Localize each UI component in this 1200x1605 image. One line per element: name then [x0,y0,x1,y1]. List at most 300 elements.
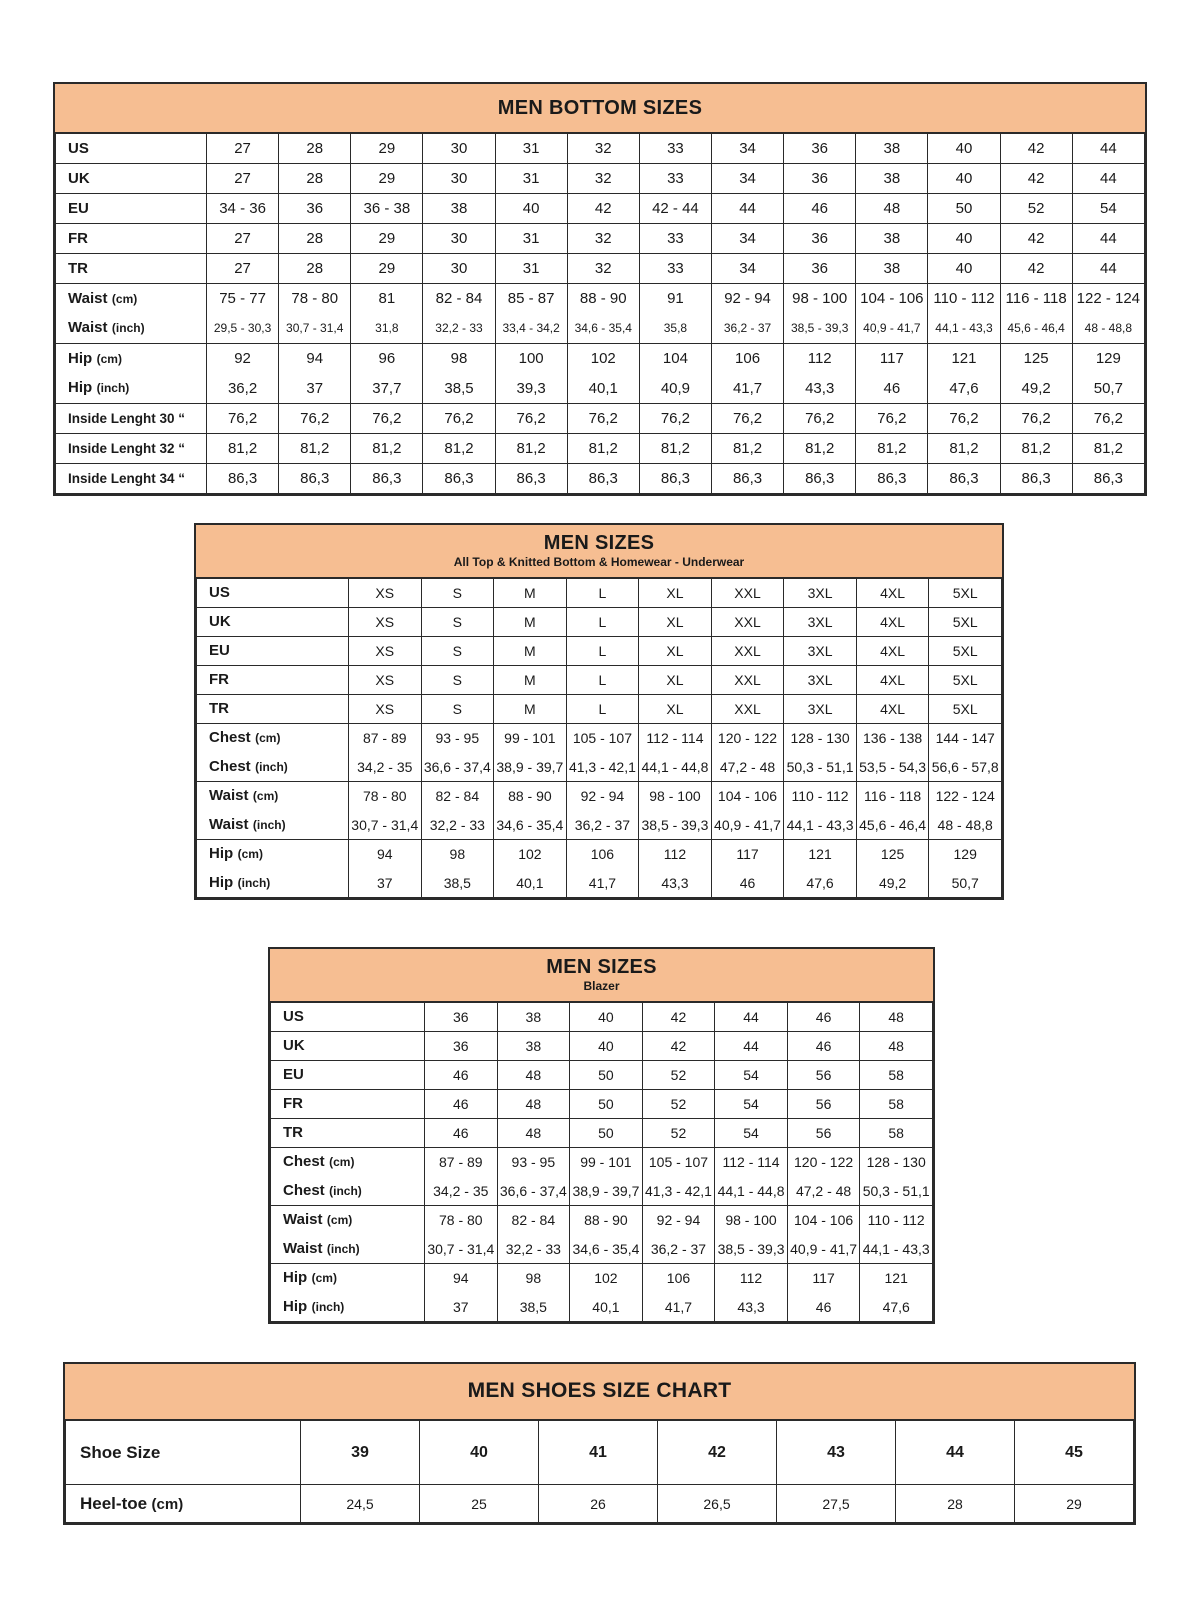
size-cell: 86,3 [784,464,856,494]
size-cell: 129 [929,840,1002,869]
size-cell: 58 [860,1119,933,1148]
size-cell: 32,2 - 33 [423,314,495,344]
table-row [271,1119,933,1148]
size-cell: 112 [639,840,712,869]
table-header [65,1364,1134,1420]
size-cell: 120 - 122 [787,1148,860,1177]
size-cell: 42 [642,1003,715,1032]
row-label [197,695,349,724]
size-cell: 44 [715,1003,788,1032]
row-label-text: UK [283,1037,305,1054]
size-cell: 116 - 118 [856,782,929,811]
table-row [271,1032,933,1061]
size-cell: 98 - 100 [715,1206,788,1235]
size-cell: 86,3 [1000,464,1072,494]
size-cell: 44 [711,194,783,224]
size-cell: 38 [856,224,928,254]
size-cell: 81,2 [711,434,783,464]
size-cell: 105 - 107 [642,1148,715,1177]
size-cell: 40,9 [639,374,711,404]
size-cell: 37 [279,374,351,404]
size-cell: 42 [1000,134,1072,164]
row-label-text: Waist [68,319,108,337]
size-cell: 4XL [856,637,929,666]
size-cell: 44,1 - 44,8 [715,1177,788,1206]
size-cell: 125 [1000,344,1072,374]
size-cell: 81,2 [207,434,279,464]
size-cell: 102 [567,344,639,374]
row-label-text: Waist [68,289,108,307]
table-row [271,1148,933,1177]
size-cell: 54 [1072,194,1144,224]
row-label-unit: (cm) [252,789,279,804]
size-cell: 98 - 100 [639,782,712,811]
size-cell: 40,1 [494,869,567,898]
row-label-text: Hip [209,845,234,863]
size-cell: 110 - 112 [928,284,1000,314]
row-label-unit: (cm) [255,731,281,746]
row-label [197,782,349,811]
row-label [56,134,207,164]
size-cell: 54 [715,1061,788,1090]
size-cell: 76,2 [423,404,495,434]
table-title: MEN BOTTOM SIZES [497,96,703,119]
size-cell: 40 [420,1421,539,1485]
size-cell: 36 [784,224,856,254]
size-cell: 44 [1072,254,1144,284]
size-cell: M [494,666,567,695]
size-cell: 44 [715,1032,788,1061]
size-cell: 36 [784,254,856,284]
size-cell: 128 - 130 [784,724,857,753]
size-cell: 29 [351,164,423,194]
row-label-text: Hip [283,1297,308,1315]
table-header [270,949,933,1002]
size-cell: 42 [1000,254,1072,284]
size-cell: 4XL [856,579,929,608]
row-label-unit: (inch) [326,1241,360,1256]
size-cell: 42 [567,194,639,224]
size-cell: 27,5 [777,1485,896,1523]
size-cell: 44 [896,1421,1015,1485]
size-cell: S [421,666,494,695]
size-cell: 34,6 - 35,4 [494,811,567,840]
size-cell: 29 [351,254,423,284]
size-cell: 32,2 - 33 [497,1235,570,1264]
size-cell: 82 - 84 [421,782,494,811]
row-label-text: Hip [209,873,234,891]
row-label-text: Waist [209,787,249,805]
size-cell: 40,1 [570,1293,643,1322]
size-cell: 76,2 [279,404,351,434]
table-row [197,840,1002,869]
size-cell: 3XL [784,695,857,724]
row-label-text: Inside Lenght 34 “ [68,470,186,486]
row-label-text: Chest [209,757,251,775]
size-cell: 48 [856,194,928,224]
size-cell: 92 - 94 [711,284,783,314]
row-label [56,374,207,404]
row-label-text: US [68,139,89,157]
size-cell: 52 [642,1119,715,1148]
size-cell: 25 [420,1485,539,1523]
size-cell: 34 [711,134,783,164]
table-title: MEN SHOES SIZE CHART [467,1379,732,1403]
size-cell: 86,3 [351,464,423,494]
size-cell: 36,6 - 37,4 [497,1177,570,1206]
table-subtitle: Blazer [583,979,620,994]
size-cell: 37,7 [351,374,423,404]
row-label [197,869,349,898]
size-cell: 50,7 [1072,374,1144,404]
size-cell: 128 - 130 [860,1148,933,1177]
size-cell: 4XL [856,666,929,695]
size-cell: 87 - 89 [349,724,422,753]
size-cell: 37 [425,1293,498,1322]
size-cell: 28 [279,134,351,164]
size-cell: 5XL [929,695,1002,724]
size-cell: 34,2 - 35 [349,753,422,782]
size-cell: 38 [856,254,928,284]
size-cell: 26,5 [658,1485,777,1523]
size-cell: 41,7 [566,869,639,898]
size-cell: 28 [279,164,351,194]
size-cell: 56 [787,1090,860,1119]
row-label-text: Chest [283,1181,325,1199]
size-cell: 98 [423,344,495,374]
size-cell: 40 [928,134,1000,164]
size-cell: 35,8 [639,314,711,344]
size-cell: S [421,695,494,724]
size-cell: 42 [658,1421,777,1485]
row-label [56,464,207,494]
size-cell: 43,3 [784,374,856,404]
row-label [271,1148,425,1177]
size-cell: 39 [301,1421,420,1485]
size-cell: S [421,637,494,666]
row-label-unit: (cm) [311,1271,337,1286]
size-cell: 37 [349,869,422,898]
size-cell: 78 - 80 [279,284,351,314]
size-cell: 44,1 - 44,8 [639,753,712,782]
size-cell: 110 - 112 [860,1206,933,1235]
row-label-text: Chest [283,1153,325,1171]
size-cell: 33 [639,224,711,254]
size-cell: 82 - 84 [423,284,495,314]
table-title: MEN SIZES [546,956,657,979]
size-grid [270,1002,933,1322]
row-label-unit: (inch) [252,817,286,832]
size-cell: 44 [1072,224,1144,254]
size-cell: 81,2 [495,434,567,464]
size-cell: M [494,637,567,666]
size-cell: 36 [784,134,856,164]
size-cell: 40 [928,254,1000,284]
size-cell: 26 [539,1485,658,1523]
table-row [197,782,1002,811]
row-label [197,840,349,869]
row-label-text: Waist [209,815,249,833]
size-cell: 30 [423,134,495,164]
size-cell: 29,5 - 30,3 [207,314,279,344]
size-cell: 36,2 [207,374,279,404]
size-cell: 46 [425,1090,498,1119]
row-label-text: TR [283,1124,303,1141]
table-row [271,1177,933,1206]
size-cell: 92 - 94 [642,1206,715,1235]
size-cell: 3XL [784,666,857,695]
size-cell: 94 [425,1264,498,1293]
table-row [56,164,1145,194]
size-cell: 76,2 [639,404,711,434]
size-cell: 99 - 101 [570,1148,643,1177]
size-cell: 38,5 [421,869,494,898]
table-row [56,314,1145,344]
row-label [271,1177,425,1206]
table-header [55,84,1145,133]
size-cell: 46 [856,374,928,404]
row-label-unit: (cm) [111,291,138,306]
size-cell: 112 [784,344,856,374]
size-cell: 120 - 122 [711,724,784,753]
row-label-text: Hip [283,1269,308,1287]
size-cell: M [494,579,567,608]
size-cell: 100 [495,344,567,374]
size-cell: 48 [497,1061,570,1090]
table-row [197,811,1002,840]
size-cell: 46 [787,1293,860,1322]
size-cell: 36 [425,1003,498,1032]
size-cell: L [566,666,639,695]
men-sizes-tops-table [194,523,1004,900]
size-cell: 38 [856,164,928,194]
size-cell: 38,5 - 39,3 [639,811,712,840]
row-label-unit: (inch) [237,875,271,890]
table-row [56,254,1145,284]
size-cell: XS [349,579,422,608]
size-cell: 41,3 - 42,1 [566,753,639,782]
size-cell: 4XL [856,695,929,724]
size-cell: 121 [860,1264,933,1293]
size-cell: 30,7 - 31,4 [349,811,422,840]
size-cell: 78 - 80 [349,782,422,811]
size-cell: 96 [351,344,423,374]
table-row [56,374,1145,404]
size-cell: 34 [711,224,783,254]
size-cell: 49,2 [856,869,929,898]
size-cell: 56 [787,1061,860,1090]
size-cell: 117 [711,840,784,869]
size-cell: 48 - 48,8 [1072,314,1144,344]
size-cell: 86,3 [639,464,711,494]
size-cell: 38 [497,1003,570,1032]
size-cell: 78 - 80 [425,1206,498,1235]
size-cell: 98 [421,840,494,869]
table-subtitle: All Top & Knitted Bottom & Homewear - Underwear [453,555,745,570]
size-cell: 76,2 [928,404,1000,434]
row-label [66,1421,301,1485]
row-label-unit: (inch) [255,759,288,774]
size-cell: 56,6 - 57,8 [929,753,1002,782]
row-label-unit: (cm) [326,1213,353,1228]
size-cell: 52 [642,1061,715,1090]
size-cell: 38,9 - 39,7 [494,753,567,782]
row-label [197,753,349,782]
size-cell: XS [349,695,422,724]
row-label [56,344,207,374]
table-row [56,224,1145,254]
size-cell: 32 [567,134,639,164]
size-cell: 53,5 - 54,3 [856,753,929,782]
size-cell: 81,2 [1000,434,1072,464]
table-row [56,464,1145,494]
row-label [271,1090,425,1119]
size-cell: 46 [787,1032,860,1061]
size-cell: S [421,579,494,608]
size-cell: XXL [711,666,784,695]
size-cell: XXL [711,695,784,724]
size-cell: 129 [1072,344,1144,374]
row-label [197,811,349,840]
size-cell: XS [349,666,422,695]
size-cell: 30,7 - 31,4 [279,314,351,344]
size-cell: 50 [570,1119,643,1148]
size-cell: 76,2 [1072,404,1144,434]
size-cell: 50,3 - 51,1 [784,753,857,782]
size-cell: 91 [639,284,711,314]
table-row [197,666,1002,695]
size-cell: 36 - 38 [351,194,423,224]
size-cell: 81,2 [351,434,423,464]
size-cell: 30,7 - 31,4 [425,1235,498,1264]
size-cell: 43,3 [715,1293,788,1322]
row-label-text: US [283,1008,304,1025]
size-cell: 86,3 [567,464,639,494]
row-label-unit: (cm) [96,351,122,366]
table-row [271,1264,933,1293]
size-cell: 28 [896,1485,1015,1523]
size-cell: 136 - 138 [856,724,929,753]
size-cell: 81 [351,284,423,314]
size-cell: 112 - 114 [639,724,712,753]
size-cell: 36,2 - 37 [642,1235,715,1264]
table-row [66,1421,1134,1485]
table-row [271,1235,933,1264]
row-label [56,404,207,434]
size-cell: 44,1 - 43,3 [860,1235,933,1264]
size-cell: 38,5 [497,1293,570,1322]
size-cell: 81,2 [928,434,1000,464]
size-cell: 46 [784,194,856,224]
row-label [197,666,349,695]
row-label-text: EU [283,1066,304,1083]
size-cell: XL [639,579,712,608]
size-cell: 81,2 [279,434,351,464]
size-cell: L [566,608,639,637]
size-cell: 31 [495,224,567,254]
size-cell: 106 [642,1264,715,1293]
size-cell: 29 [1015,1485,1134,1523]
size-cell: 88 - 90 [494,782,567,811]
size-cell: 40,9 - 41,7 [856,314,928,344]
table-header [196,525,1002,578]
row-label-unit: (inch) [329,1183,362,1198]
size-cell: 45 [1015,1421,1134,1485]
size-cell: 46 [711,869,784,898]
men-bottom-sizes-table [53,82,1147,496]
table-row [56,134,1145,164]
size-cell: 40 [570,1032,643,1061]
size-cell: XS [349,608,422,637]
size-cell: 24,5 [301,1485,420,1523]
row-label-unit: (cm) [151,1495,184,1513]
row-label [271,1206,425,1235]
table-row [56,434,1145,464]
size-cell: 48 [497,1119,570,1148]
size-cell: 93 - 95 [421,724,494,753]
size-cell: 32 [567,254,639,284]
table-row [197,579,1002,608]
size-cell: 33,4 - 34,2 [495,314,567,344]
size-cell: 48 [860,1003,933,1032]
table-row [197,869,1002,898]
size-cell: 38,9 - 39,7 [570,1177,643,1206]
size-cell: 94 [349,840,422,869]
size-cell: 43,3 [639,869,712,898]
size-cell: 50,3 - 51,1 [860,1177,933,1206]
size-cell: 28 [279,224,351,254]
size-cell: 5XL [929,579,1002,608]
row-label-text: FR [283,1095,303,1112]
size-cell: 76,2 [351,404,423,434]
row-label-text: FR [68,229,88,247]
size-cell: 40 [928,164,1000,194]
size-cell: 28 [279,254,351,284]
size-cell: XXL [711,637,784,666]
size-cell: 34,2 - 35 [425,1177,498,1206]
row-label-text: Waist [283,1239,323,1257]
size-cell: 102 [570,1264,643,1293]
size-cell: 48 - 48,8 [929,811,1002,840]
size-cell: 40,9 - 41,7 [711,811,784,840]
table-row [197,608,1002,637]
size-cell: 86,3 [279,464,351,494]
size-cell: 38 [856,134,928,164]
row-label-text: TR [68,259,88,277]
size-cell: 40 [928,224,1000,254]
row-label-unit: (inch) [111,321,145,336]
size-cell: 76,2 [207,404,279,434]
row-label [56,224,207,254]
size-cell: 3XL [784,608,857,637]
row-label-text: UK [209,613,231,630]
size-cell: 76,2 [495,404,567,434]
size-cell: 52 [1000,194,1072,224]
size-cell: 98 [497,1264,570,1293]
size-grid [55,133,1145,494]
size-cell: XXL [711,579,784,608]
men-shoes-size-chart-table [63,1362,1136,1525]
size-cell: 36,2 - 37 [566,811,639,840]
size-cell: 76,2 [856,404,928,434]
size-cell: L [566,637,639,666]
size-cell: 34,6 - 35,4 [567,314,639,344]
size-cell: 27 [207,224,279,254]
size-cell: 45,6 - 46,4 [1000,314,1072,344]
size-cell: 76,2 [784,404,856,434]
row-label-text: Chest [209,729,251,747]
table-row [271,1293,933,1322]
